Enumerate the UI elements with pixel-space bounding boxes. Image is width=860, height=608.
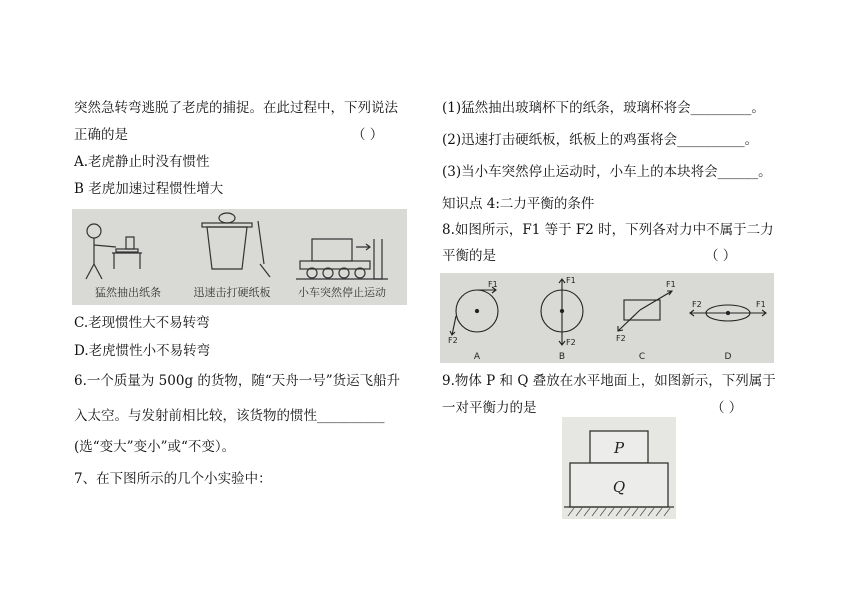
label-d: D bbox=[724, 352, 732, 362]
q8-line2: 平衡的是 bbox=[442, 248, 496, 264]
q9-answer-paren: （ ） bbox=[711, 400, 743, 416]
option-a: A.老虎静止时没有惯性 bbox=[74, 154, 210, 170]
q5-answer-paren: （ ） bbox=[352, 127, 384, 143]
q7-sub1: (1)猛然抽出玻璃杯下的纸条，玻璃杯将会_________。 bbox=[442, 100, 765, 116]
knowledge-point-4: 知识点 4:二力平衡的条件 bbox=[442, 196, 595, 212]
q9-line1: 9.物体 P 和 Q 叠放在水平地面上，如图新示，下列属于 bbox=[442, 373, 776, 389]
cart-stop-illustration bbox=[296, 239, 388, 279]
label-a: A bbox=[473, 352, 481, 362]
label-c: C bbox=[638, 352, 646, 362]
force-pairs-figure bbox=[440, 273, 774, 363]
force-label-d-f1: F1 bbox=[756, 300, 766, 309]
force-label-d-f2: F2 bbox=[692, 300, 702, 309]
pull-paper-illustration bbox=[86, 224, 142, 279]
force-diagram-a bbox=[450, 287, 498, 335]
caption-cart-stop: 小车突然停止运动 bbox=[298, 286, 386, 299]
option-d: D.老虎惯性小不易转弯 bbox=[74, 343, 211, 359]
q5-text-line2: 正确的是 bbox=[74, 127, 128, 143]
hit-board-illustration bbox=[202, 213, 270, 277]
q9-line2: 一对平衡力的是 bbox=[442, 400, 537, 416]
label-q: Q bbox=[612, 478, 626, 496]
force-label-c-f1: F1 bbox=[666, 280, 676, 289]
q6-line3: (选“变大”变小”或“不变）。 bbox=[74, 439, 236, 455]
force-label-a-f2: F2 bbox=[448, 336, 458, 345]
q8-answer-paren: （ ） bbox=[705, 248, 737, 264]
option-b: B 老虎加速过程惯性增大 bbox=[74, 181, 224, 197]
q6-line1: 6.一个质量为 500g 的货物，随“天舟一号”货运飞船升 bbox=[74, 373, 401, 389]
force-label-b-f1: F1 bbox=[566, 276, 576, 285]
q7-line: 7、在下图所示的几个小实验中： bbox=[74, 471, 272, 487]
caption-pull-paper: 猛然抽出纸条 bbox=[95, 286, 161, 299]
pq-blocks-figure bbox=[562, 417, 676, 519]
force-label-c-f2: F2 bbox=[616, 334, 626, 343]
experiments-figure bbox=[72, 209, 407, 305]
q6-line2: 入太空。与发射前相比较，该货物的惯性__________ bbox=[74, 408, 385, 424]
force-label-b-f2: F2 bbox=[566, 338, 576, 347]
force-diagram-c bbox=[618, 291, 672, 331]
q7-sub2: (2)迅速打击硬纸板，纸板上的鸡蛋将会__________。 bbox=[442, 132, 759, 148]
q5-text-line1: 突然急转弯逃脱了老虎的捕捉。在此过程中，下列说法 bbox=[74, 100, 398, 116]
label-p: P bbox=[613, 439, 625, 457]
caption-hit-board: 迅速击打硬纸板 bbox=[193, 286, 271, 299]
option-c: C.老现惯性大不易转弯 bbox=[74, 315, 210, 331]
force-diagram-b bbox=[541, 279, 583, 345]
force-label-a-f1: F1 bbox=[488, 280, 498, 289]
label-b: B bbox=[558, 352, 566, 362]
q8-line1: 8.如图所示，F1 等于 F2 时，下列各对力中不属于二力 bbox=[442, 222, 774, 238]
q7-sub3: (3)当小车突然停止运动时，小车上的本块将会______。 bbox=[442, 164, 772, 180]
